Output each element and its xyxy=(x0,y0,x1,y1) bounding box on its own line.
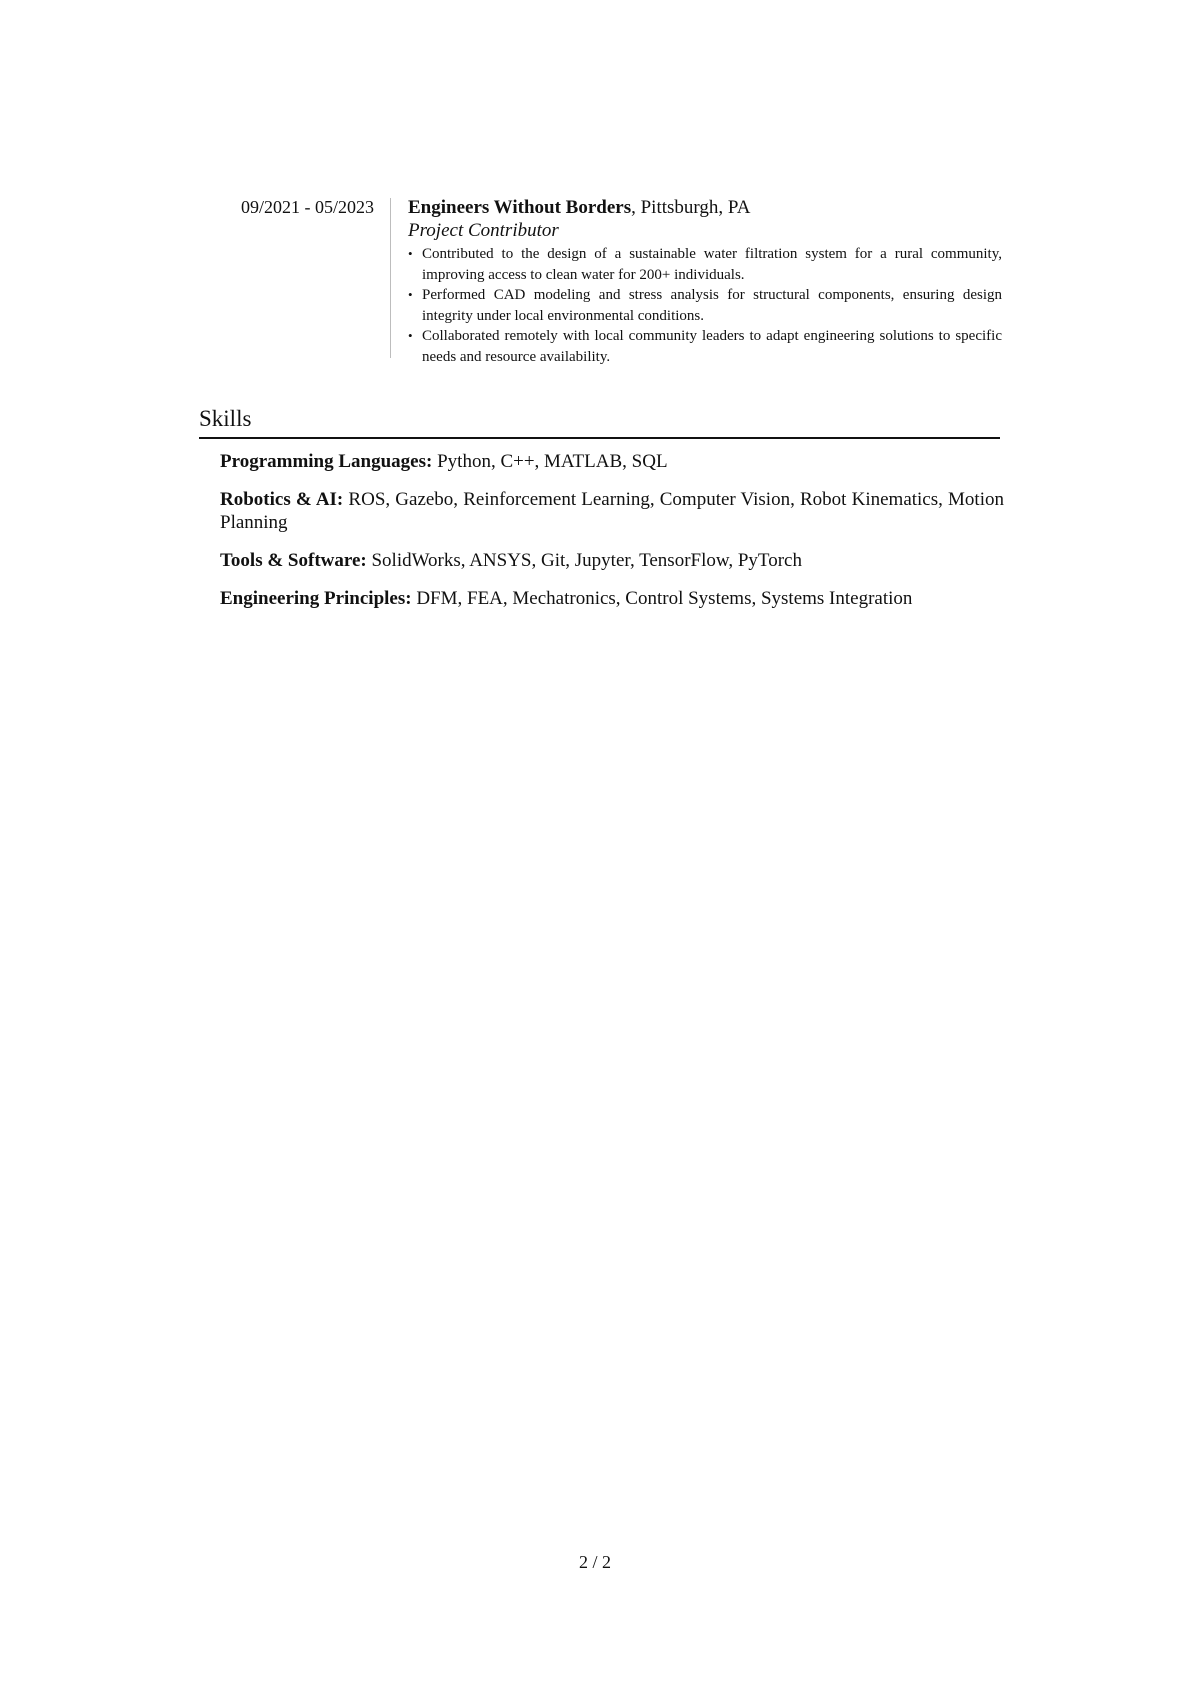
role-title: Project Contributor xyxy=(408,220,559,241)
skill-category: Engineering Principles: xyxy=(220,588,412,609)
skill-category: Tools & Software: xyxy=(220,550,367,571)
bullet-text: Contributed to the design of a sustainable water filtration system for a rural community, improving access to clean water for 200+ individuals. xyxy=(422,246,1002,283)
page-number: 2 / 2 xyxy=(578,1552,611,1572)
organization-name: Engineers Without Borders xyxy=(408,197,632,218)
skill-category: Programming Languages: xyxy=(220,451,433,472)
entry-heading xyxy=(408,196,1002,219)
skills-list xyxy=(220,450,1004,625)
bullet-icon: • xyxy=(408,246,413,261)
entry-divider xyxy=(390,198,391,358)
bullet-icon: • xyxy=(408,328,413,343)
bullet-item xyxy=(408,244,1002,285)
skill-row-programming-languages xyxy=(220,450,1004,473)
section-divider xyxy=(199,437,1000,439)
skills-section-title: Skills xyxy=(199,406,252,431)
bullet-icon: • xyxy=(408,287,413,302)
skill-items: Python, C++, MATLAB, SQL xyxy=(432,451,668,472)
skill-category: Robotics & AI: xyxy=(220,489,344,510)
entry-dates: 09/2021 - 05/2023 xyxy=(241,197,374,217)
skill-row-engineering-principles xyxy=(220,587,1004,610)
bullet-text: Performed CAD modeling and stress analysis for structural components, ensuring design integrity under local environmental conditions. xyxy=(422,287,1002,324)
skill-items: DFM, FEA, Mechatronics, Control Systems, Systems Integration xyxy=(411,588,913,609)
organization-location: , Pittsburgh, PA xyxy=(631,197,751,218)
bullet-list xyxy=(408,244,1002,367)
skill-items: SolidWorks, ANSYS, Git, Jupyter, TensorFlow, PyTorch xyxy=(366,550,802,571)
bullet-item xyxy=(408,326,1002,367)
skill-items: ROS, Gazebo, Reinforcement Learning, Computer Vision, Robot Kinematics, Motion Planning xyxy=(220,489,1004,533)
skill-row-robotics-ai xyxy=(220,488,1004,534)
entry-body xyxy=(408,196,1002,367)
bullet-text: Collaborated remotely with local community leaders to adapt engineering solutions to specific needs and resource availability. xyxy=(422,328,1002,365)
bullet-item xyxy=(408,285,1002,326)
skill-row-tools-software xyxy=(220,549,1004,572)
